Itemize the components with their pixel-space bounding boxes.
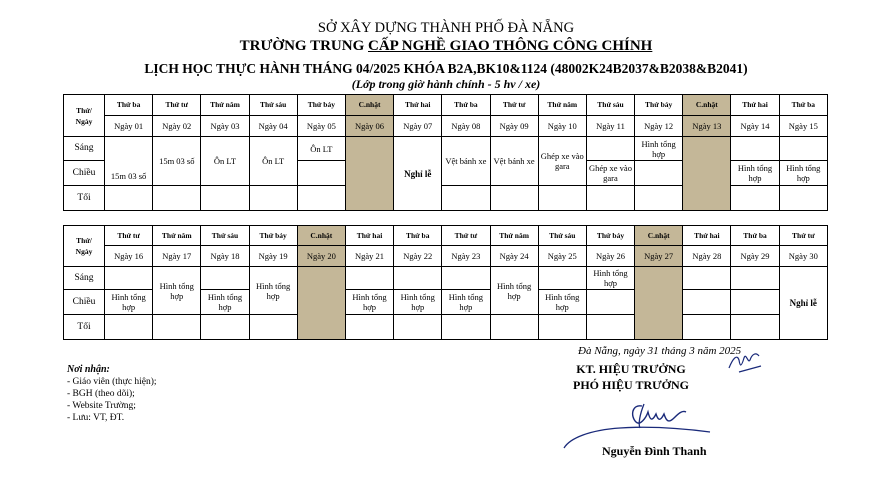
day-cell: Ngày 08 [442,116,490,137]
session-cell-empty [731,290,779,315]
session-cell-empty [683,290,731,315]
weekday-cell-sunday: C.nhật [683,95,731,116]
session-cell: Hình tổng hợp [394,290,442,315]
day-cell: Ngày 22 [394,246,442,267]
school-name-part1: TRƯỜNG TRUNG [239,38,368,54]
session-cell-empty [731,137,779,161]
session-cell: Ghép xe vào gara [538,137,586,186]
weekday-cell: Thứ năm [153,226,201,246]
weekday-cell-sunday: C.nhật [345,95,393,116]
corner-label-line1: Thứ/ [76,105,92,115]
weekday-cell: Thứ năm [538,95,586,116]
session-cell-empty [490,186,538,211]
session-cell-empty [105,315,153,340]
day-cell-sunday: Ngày 20 [297,246,345,267]
weekday-cell: Thứ ba [105,95,153,116]
weekday-cell: Thứ hai [394,95,442,116]
corner-label-line2: Ngày [75,247,93,256]
corner-label-line1: Thứ/ [76,236,92,245]
day-cell: Ngày 16 [105,246,153,267]
session-cell: Hình tổng hợp [345,290,393,315]
weekday-cell: Thứ sáu [538,226,586,246]
session-cell: Hình tổng hợp [201,290,249,315]
weekday-cell: Thứ năm [201,95,249,116]
session-cell-empty [249,315,297,340]
session-cell: Hình tổng hợp [779,161,827,186]
session-cell-empty [779,186,827,211]
session-cell-empty [490,315,538,340]
sunday-cell [683,137,731,211]
day-cell: Ngày 21 [345,246,393,267]
session-cell: Hình tổng hợp [490,267,538,315]
session-cell-empty [731,315,779,340]
weekday-cell: Thứ sáu [586,95,634,116]
session-cell: 15m 03 số [153,137,201,186]
weekday-cell-sunday: C.nhật [297,226,345,246]
row-label-afternoon: Chiều [64,290,105,315]
day-cell: Ngày 10 [538,116,586,137]
signer-name: Nguyễn Đình Thanh [602,444,707,458]
session-cell-empty [297,186,345,211]
weekday-cell: Thứ tư [153,95,201,116]
schedule-table-week2 [63,225,828,340]
sunday-cell [297,267,345,340]
day-cell: Ngày 02 [153,116,201,137]
row-label-morning: Sáng [64,137,105,161]
session-cell-empty [635,186,683,211]
session-cell-empty [394,315,442,340]
weekday-cell: Thứ tư [779,226,827,246]
day-cell-sunday: Ngày 27 [635,246,683,267]
sunday-cell [345,137,393,211]
session-cell-empty [442,315,490,340]
session-cell-empty [201,267,249,290]
day-cell: Ngày 30 [779,246,827,267]
day-cell: Ngày 24 [490,246,538,267]
day-cell: Ngày 23 [442,246,490,267]
day-cell: Ngày 14 [731,116,779,137]
day-cell: Ngày 03 [201,116,249,137]
row-label-evening: Tối [64,315,105,340]
schedule-title: LỊCH HỌC THỰC HÀNH THÁNG 04/2025 KHÓA B2A,BK10&1124 (48002K24B2037&B2038&B2041) [144,61,748,76]
session-cell-empty [538,267,586,290]
weekday-cell: Thứ ba [731,226,779,246]
department-name: SỞ XÂY DỰNG THÀNH PHỐ ĐÀ NẴNG [317,20,575,36]
weekday-cell: Thứ tư [442,226,490,246]
weekday-cell: Thứ bảy [249,226,297,246]
signer-title-2: PHÓ HIỆU TRƯỞNG [572,378,689,392]
weekday-cell: Thứ sáu [201,226,249,246]
signer-title-1: KT. HIỆU TRƯỞNG [576,362,686,376]
session-cell-empty [586,315,634,340]
day-cell: Ngày 18 [201,246,249,267]
session-cell: Hình tổng hợp [635,137,683,161]
day-cell: Ngày 15 [779,116,827,137]
holiday-cell: Nghỉ lễ [779,267,827,340]
session-cell-empty [105,186,153,211]
day-cell: Ngày 09 [490,116,538,137]
day-cell: Ngày 25 [538,246,586,267]
weekday-cell: Thứ năm [490,226,538,246]
session-cell-empty [201,186,249,211]
day-cell: Ngày 26 [586,246,634,267]
weekday-cell: Thứ sáu [249,95,297,116]
session-cell-empty [249,186,297,211]
day-cell: Ngày 04 [249,116,297,137]
holiday-cell: Nghỉ lễ [394,137,442,211]
day-cell: Ngày 01 [105,116,153,137]
school-name [0,38,892,55]
session-cell-empty [153,186,201,211]
session-cell-empty [731,267,779,290]
row-label-morning: Sáng [64,267,105,290]
school-name-part2: CẤP NGHỀ GIAO THÔNG CÔNG CHÍNH [368,38,653,54]
session-cell-empty [345,267,393,290]
corner-label-line2: Ngày [75,116,93,126]
session-cell-empty [586,186,634,211]
weekday-cell: Thứ bảy [586,226,634,246]
day-cell: Ngày 05 [297,116,345,137]
weekday-cell: Thứ ba [394,226,442,246]
row-label-afternoon: Chiều [64,161,105,186]
session-cell-empty [105,267,153,290]
row-label-evening: Tối [64,186,105,211]
recipient-item: - BGH (theo dõi); [67,389,135,399]
day-cell: Ngày 12 [635,116,683,137]
recipients-heading: Nơi nhận: [67,364,110,375]
signing-date: Đà Nẵng, ngày 31 tháng 3 năm 2025 [578,345,742,357]
schedule-table-week1 [63,94,828,211]
weekday-cell: Thứ bảy [297,95,345,116]
schedule-subtitle: (Lớp trong giờ hành chính - 5 hv / xe) [351,77,541,91]
session-cell: Ôn LT [249,137,297,186]
sunday-cell [635,267,683,340]
session-cell-empty [201,315,249,340]
session-cell: Hình tổng hợp [731,161,779,186]
session-cell-empty [586,290,634,315]
session-cell: Hình tổng hợp [249,267,297,315]
corner-label [64,95,105,137]
session-cell-empty [586,137,634,161]
session-cell: Ghép xe vào gara [586,161,634,186]
session-cell: Hình tổng hợp [105,290,153,315]
session-cell: Vệt bánh xe [442,137,490,186]
session-cell: Hình tổng hợp [153,267,201,315]
day-cell: Ngày 11 [586,116,634,137]
session-cell: Hình tổng hợp [442,290,490,315]
session-cell: 15m 03 số [105,137,153,186]
session-cell-empty [779,137,827,161]
session-cell-empty [538,315,586,340]
session-cell-empty [635,161,683,186]
day-cell-sunday: Ngày 13 [683,116,731,137]
corner-label [64,226,105,267]
session-cell-empty [297,161,345,186]
initials-mark [725,346,765,378]
weekday-cell: Thứ hai [683,226,731,246]
session-cell: Hình tổng hợp [586,267,634,290]
session-cell-empty [731,186,779,211]
session-cell-empty [538,186,586,211]
weekday-cell: Thứ hai [731,95,779,116]
recipient-item: - Giáo viên (thực hiện); [67,377,157,387]
weekday-cell: Thứ hai [345,226,393,246]
session-cell: Ôn LT [201,137,249,186]
session-cell-empty [683,315,731,340]
weekday-cell: Thứ ba [442,95,490,116]
session-cell-empty [394,267,442,290]
weekday-cell: Thứ ba [779,95,827,116]
day-cell: Ngày 07 [394,116,442,137]
weekday-cell: Thứ tư [490,95,538,116]
day-cell: Ngày 17 [153,246,201,267]
day-cell: Ngày 28 [683,246,731,267]
weekday-cell: Thứ tư [105,226,153,246]
weekday-cell: Thứ bảy [635,95,683,116]
recipient-item: - Lưu: VT, ĐT. [67,413,125,423]
session-cell-empty [683,267,731,290]
day-cell-sunday: Ngày 06 [345,116,393,137]
session-cell: Vệt bánh xe [490,137,538,186]
weekday-cell-sunday: C.nhật [635,226,683,246]
session-cell: Hình tổng hợp [538,290,586,315]
recipient-item: - Website Trường; [67,401,136,411]
session-cell-empty [442,186,490,211]
session-cell-empty [442,267,490,290]
day-cell: Ngày 19 [249,246,297,267]
session-cell-empty [345,315,393,340]
session-cell: Ôn LT [297,137,345,161]
day-cell: Ngày 29 [731,246,779,267]
session-cell-empty [153,315,201,340]
